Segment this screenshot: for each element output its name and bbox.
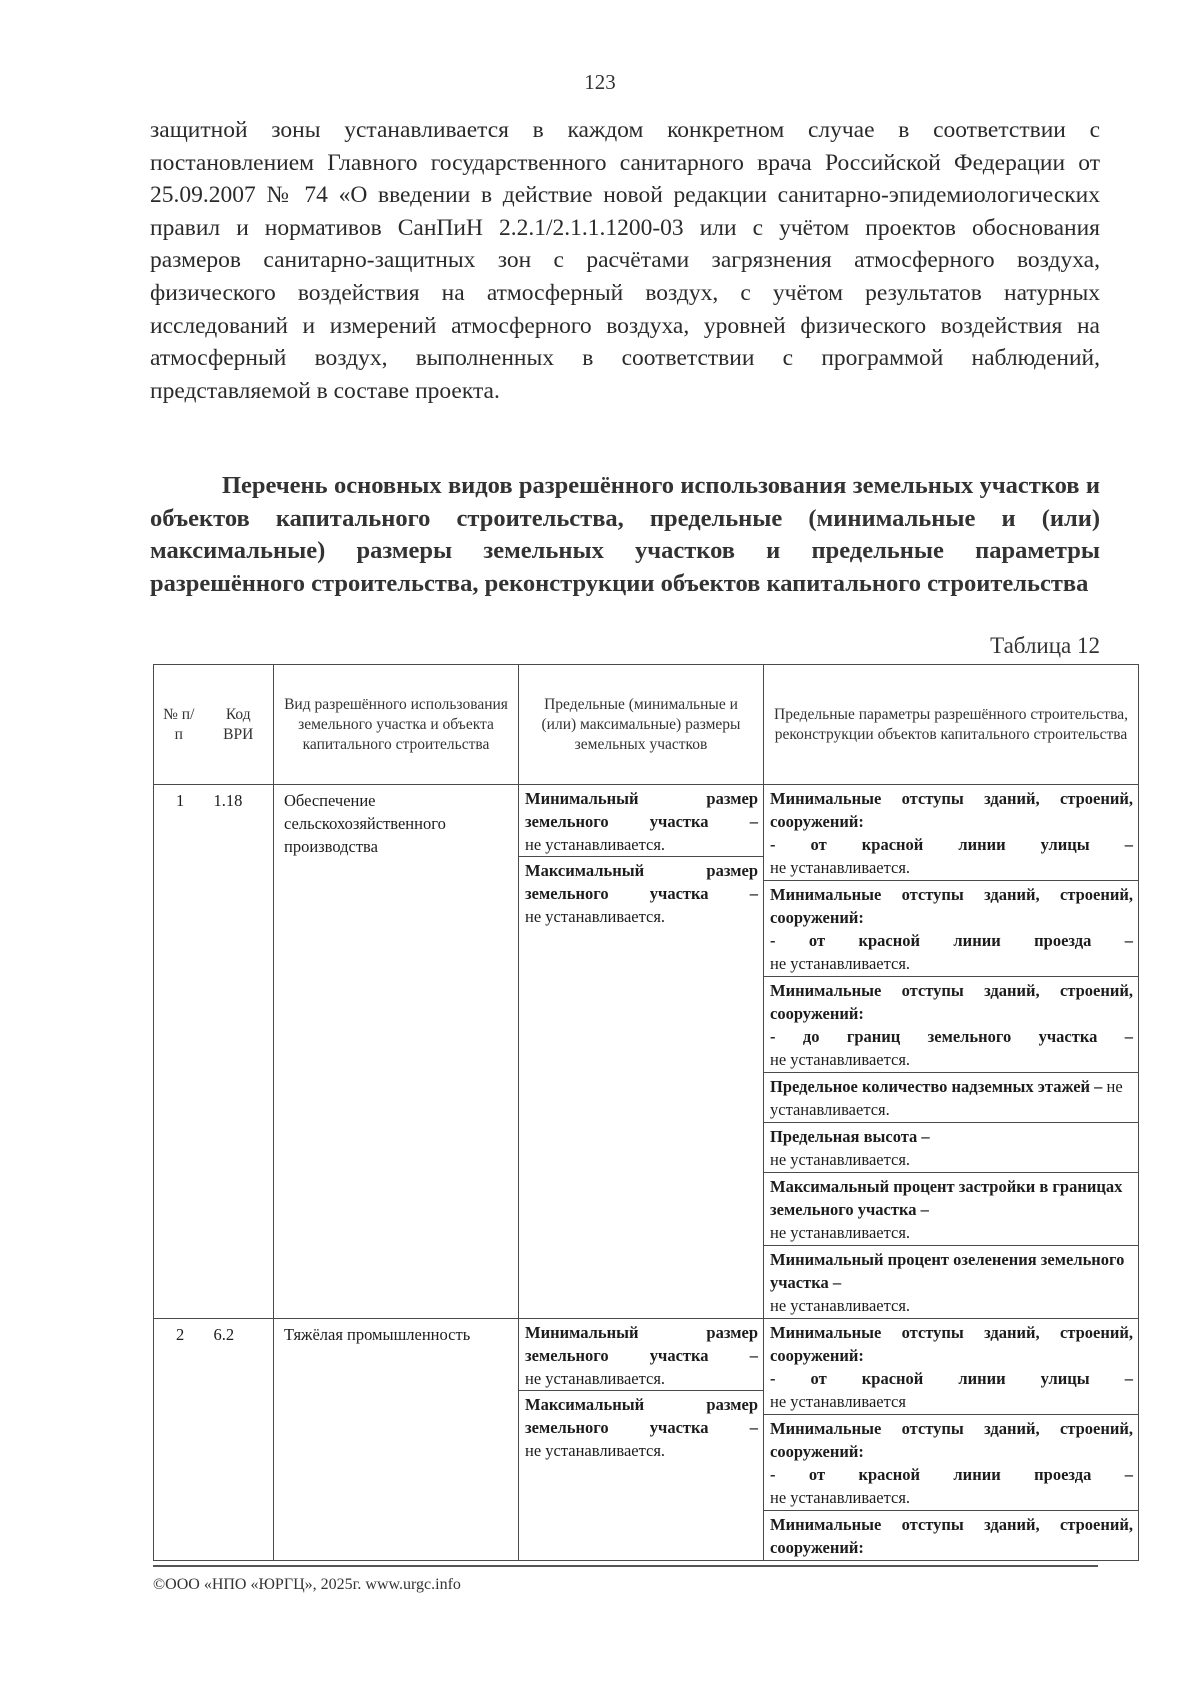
param-sublabel: - до границ земельного участка – xyxy=(770,1027,1133,1046)
row-params xyxy=(764,1319,1139,1561)
size-label: Максимальный размер земельного участка – xyxy=(525,861,758,903)
size-cell xyxy=(519,1319,763,1391)
param-value: не устанавливается. xyxy=(770,1296,911,1315)
table-row xyxy=(154,785,1139,1319)
row-sizes xyxy=(519,1319,764,1561)
size-value: не устанавливается. xyxy=(525,1369,666,1388)
table-caption: Таблица 12 xyxy=(990,633,1100,658)
size-label: Минимальный размер земельного участка – xyxy=(525,789,758,831)
size-label: Минимальный размер земельного участка – xyxy=(525,1323,758,1365)
param-label: Минимальные отступы зданий, строений, сооружений: xyxy=(770,1515,1133,1557)
intro-paragraph xyxy=(150,114,1100,407)
header-params: Предельные параметры разрешённого строительства, реконструкции объектов капитального строительства xyxy=(764,665,1139,785)
table-row xyxy=(154,1319,1139,1561)
page-number: 123 xyxy=(584,70,616,94)
intro-text: защитной зоны устанавливается в каждом конкретном случае в соответствии с постановлением Главного государственного санитарного врача Российской Федерации от 25.09.2007 № 74 «О введении в действие новой редакции санитарно-эпидемиологических правил и нормативов СанПиН 2.2.1/2.1.1.1200-03 или с учётом проектов обоснования размеров санитарно-защитных зон с расчётами загрязнения атмосферного воздуха, физического воздействия на атмосферный воздух, с учётом результатов натурных исследований и измерений атмосферного воздуха, уровней физического воздействия на атмосферный воздух, выполненных в соответствии с программой наблюдений, представляемой в составе проекта. xyxy=(150,117,1100,404)
param-value: не устанавливается. xyxy=(770,954,911,973)
param-cell xyxy=(764,1123,1138,1173)
param-label: Минимальные отступы зданий, строений, сооружений: xyxy=(770,885,1133,927)
footer-copyright: ©ООО «НПО «ЮРГЦ», 2025г. www.urgc.info xyxy=(153,1576,461,1593)
param-value: не устанавливается. xyxy=(770,1077,1123,1119)
param-label: Предельная высота – xyxy=(770,1127,930,1146)
param-cell xyxy=(764,1246,1138,1318)
param-sublabel: - от красной линии проезда – xyxy=(770,931,1133,950)
param-value: не устанавливается. xyxy=(770,1488,911,1507)
header-sizes: Предельные (минимальные и (или) максимальные) размеры земельных участков xyxy=(519,665,764,785)
param-sublabel: - от красной линии улицы – xyxy=(770,1369,1133,1388)
param-cell xyxy=(764,1073,1138,1123)
row-vri: Обеспечение сельскохозяйственного производства xyxy=(274,785,519,1319)
footer-divider xyxy=(153,1565,1098,1567)
param-sublabel: - от красной линии проезда – xyxy=(770,1465,1133,1484)
table-header-row xyxy=(154,665,1139,785)
param-value: не устанавливается xyxy=(770,1392,906,1411)
param-value: не устанавливается. xyxy=(770,1223,911,1242)
header-num: № п/п xyxy=(154,665,204,785)
param-cell xyxy=(764,977,1138,1073)
param-cell xyxy=(764,1415,1138,1511)
param-sublabel: - от красной линии улицы – xyxy=(770,835,1133,854)
param-label: Минимальные отступы зданий, строений, сооружений: xyxy=(770,981,1133,1023)
row-vri: Тяжёлая промышленность xyxy=(274,1319,519,1561)
param-cell xyxy=(764,1511,1138,1560)
header-vri: Вид разрешённого использования земельного участка и объекта капитального строительства xyxy=(274,665,519,785)
size-cell xyxy=(519,1391,763,1463)
row-num: 2 xyxy=(154,1319,204,1561)
param-label: Минимальные отступы зданий, строений, сооружений: xyxy=(770,1323,1133,1365)
row-params xyxy=(764,785,1139,1319)
row-sizes xyxy=(519,785,764,1319)
size-label: Максимальный размер земельного участка – xyxy=(525,1395,758,1437)
param-label: Максимальный процент застройки в границах земельного участка – xyxy=(770,1177,1123,1219)
param-value: не устанавливается. xyxy=(770,858,911,877)
section-heading xyxy=(150,470,1100,600)
zoning-table xyxy=(153,664,1138,1561)
size-value: не устанавливается. xyxy=(525,835,666,854)
param-label: Минимальные отступы зданий, строений, сооружений: xyxy=(770,1419,1133,1461)
param-label: Предельное количество надземных этажей – xyxy=(770,1077,1103,1096)
size-cell xyxy=(519,857,763,929)
row-num: 1 xyxy=(154,785,204,1319)
section-heading-text: Перечень основных видов разрешённого использования земельных участков и объектов капитального строительства, предельные (минимальные и (или) максимальные) размеры земельных участков и предельные параметры разрешённого строительства, реконструкции объектов капитального строительства xyxy=(150,472,1100,597)
param-value: не устанавливается. xyxy=(770,1050,911,1069)
header-code: Код ВРИ xyxy=(204,665,274,785)
param-cell xyxy=(764,1173,1138,1246)
size-cell xyxy=(519,785,763,857)
param-label: Минимальный процент озеленения земельного участка – xyxy=(770,1250,1125,1292)
param-cell xyxy=(764,1319,1138,1415)
param-cell xyxy=(764,785,1138,881)
param-cell xyxy=(764,881,1138,977)
param-value: не устанавливается. xyxy=(770,1150,911,1169)
row-code: 6.2 xyxy=(204,1319,274,1561)
size-value: не устанавливается. xyxy=(525,1441,666,1460)
param-label: Минимальные отступы зданий, строений, сооружений: xyxy=(770,789,1133,831)
size-value: не устанавливается. xyxy=(525,907,666,926)
row-code: 1.18 xyxy=(204,785,274,1319)
